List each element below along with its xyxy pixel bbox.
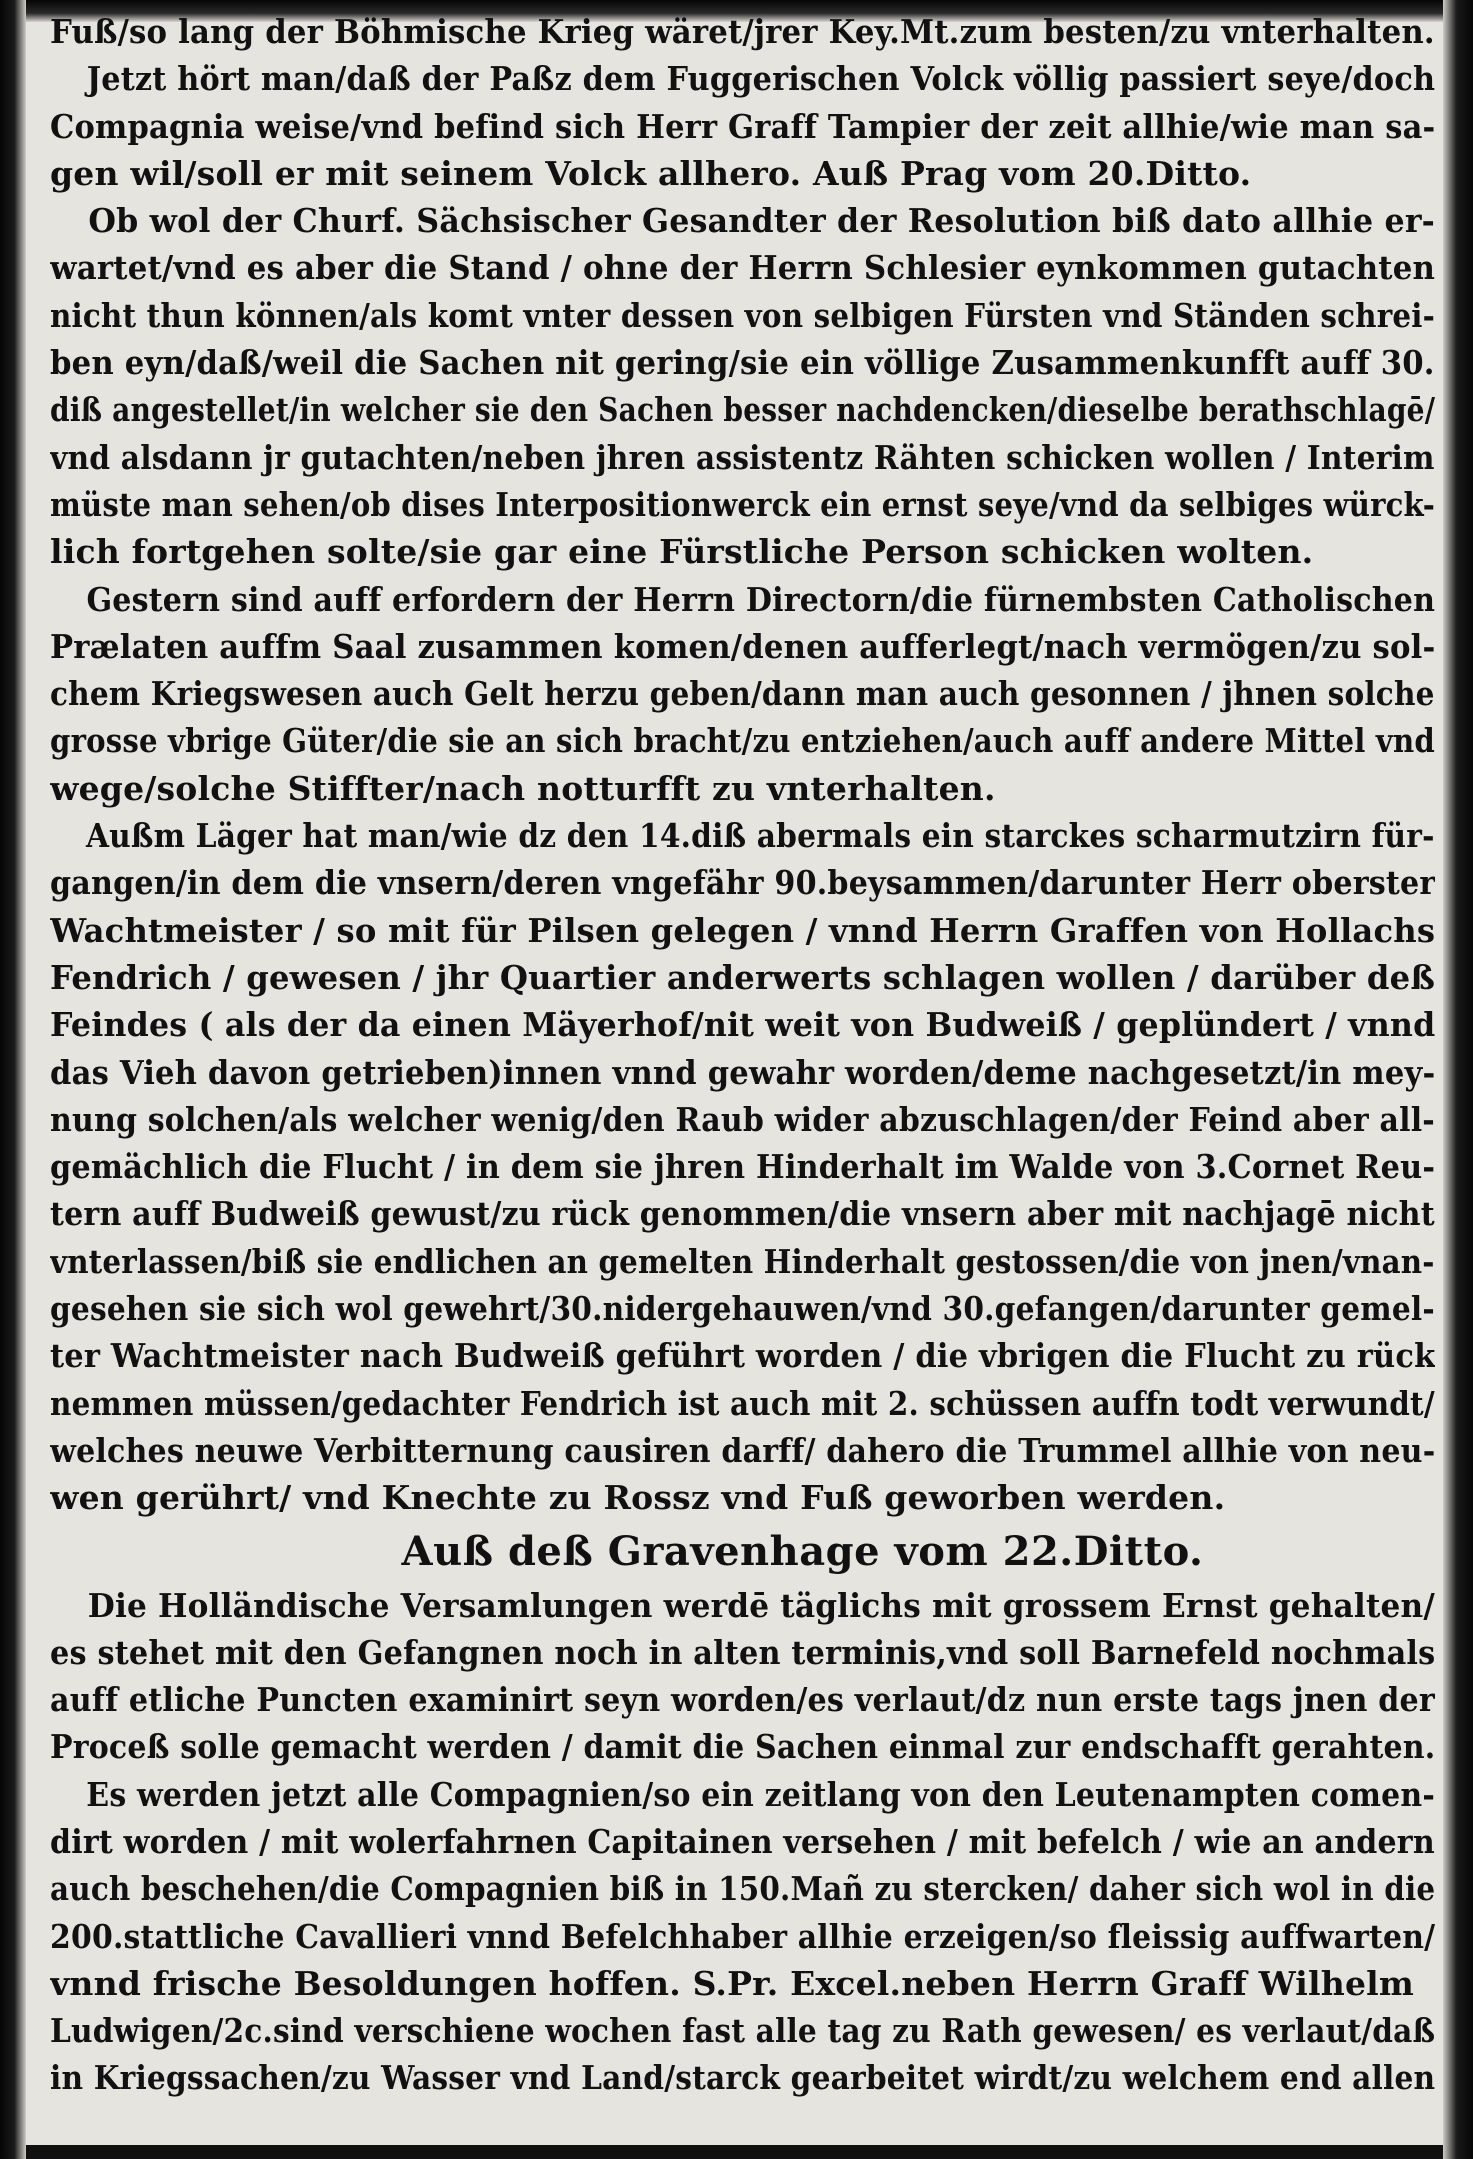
film-edge-left (0, 0, 26, 2159)
text-line: gangen/in dem die vnsern/deren vngefähr 90.beysammen/darunter Herr oberster (50, 863, 1436, 903)
text-line: müste man sehen/ob dises Interpositionwerck ein ernst seye/vnd da selbiges würck- (50, 484, 1435, 524)
text-line: Fendrich / gewesen / jhr Quartier anderwerts schlagen wollen / darüber deß (50, 957, 1435, 997)
text-line: diß angestellet/in welcher sie den Sachen besser nachdencken/dieselbe berathschlagē/ (50, 390, 1436, 430)
text-line: Compagnia weise/vnd befind sich Herr Graff Tampier der zeit allhie/wie man sa- (50, 106, 1436, 146)
text-line: Ludwigen/2c.sind verschiene wochen fast alle tag zu Rath gewesen/ es verlaut/daß (50, 2011, 1436, 2051)
text-line: gen wil/soll er mit seinem Volck allhero. Auß Prag vom 20.Ditto. (50, 153, 1252, 193)
text-line: Feindes ( als der da einen Mäyerhof/nit weit von Budweiß / geplündert / vnnd (50, 1005, 1436, 1045)
text-line: nicht thun können/als komt vnter dessen von selbigen Fürsten vnd Ständen schrei- (50, 295, 1435, 335)
text-line: Außm Läger hat man/wie dz den 14.diß abermals ein starckes scharmutzirn für- (85, 816, 1435, 856)
text-line: vnterlassen/biß sie endlichen an gemelten Hinderhalt gestossen/die von jnen/vnan- (50, 1241, 1435, 1281)
text-line: nemmen müssen/gedachter Fendrich ist auch mit 2. schüssen auffn todt verwundt/ (50, 1383, 1435, 1423)
text-line: nung solchen/als welcher wenig/den Raub wider abzuschlagen/der Feind aber all- (50, 1099, 1435, 1139)
text-line: grosse vbrige Güter/die sie an sich bracht/zu entziehen/auch auff andere Mittel vnd (50, 721, 1435, 761)
text-line: vnnd frische Besoldungen hoffen. S.Pr. Excel.neben Herrn Graff Wilhelm (50, 1963, 1415, 2003)
text-line: wen gerührt/ vnd Knechte zu Rossz vnd Fuß geworben werden. (50, 1478, 1226, 1518)
text-line: ben eyn/daß/weil die Sachen nit gering/sie ein völlige Zusammenkunfft auff 30. (50, 343, 1435, 383)
text-line: auff etliche Puncten examinirt seyn worden/es verlaut/dz nun erste tags jnen der (50, 1680, 1435, 1720)
text-line: ter Wachtmeister nach Budweiß geführt worden / die vbrigen die Flucht zu rück (50, 1336, 1435, 1376)
text-line: gemächlich die Flucht / in dem sie jhren Hinderhalt im Walde von 3.Cornet Reu- (50, 1147, 1436, 1187)
document-text (50, 8, 1435, 2102)
text-line: es stehet mit den Gefangnen noch in alten terminis,vnd soll Barnefeld nochmals (50, 1632, 1435, 1672)
text-line: Wachtmeister / so mit für Pilsen gelegen / vnnd Herrn Graffen von Hollachs (50, 910, 1435, 950)
text-line: tern auff Budweiß gewust/zu rück genommen/die vnsern aber mit nachjagē nicht (50, 1194, 1435, 1234)
text-line: Prælaten auffm Saal zusammen komen/denen aufferlegt/nach vermögen/zu sol- (50, 626, 1436, 666)
text-line: lich fortgehen solte/sie gar eine Fürstliche Person schicken wolten. (50, 532, 1314, 572)
text-line: Jetzt hört man/daß der Paßz dem Fuggerischen Volck völlig passiert seye/doch (86, 59, 1436, 99)
text-line: auch beschehen/die Compagnien biß in 150.Mañ zu stercken/ daher sich wol in die (50, 1869, 1435, 1909)
text-line: in Kriegssachen/zu Wasser vnd Land/starck gearbeitet wirdt/zu welchem end allen (50, 2058, 1436, 2098)
film-edge-right (1443, 0, 1473, 2159)
text-line: welches neuwe Verbitternung causiren darff/ dahero die Trummel allhie von neu- (50, 1430, 1436, 1470)
text-line: Ob wol der Churf. Sächsischer Gesandter der Resolution biß dato allhie er- (88, 201, 1436, 241)
text-line: dirt worden / mit wolerfahrnen Capitainen versehen / mit befelch / wie an andern (50, 1821, 1435, 1861)
text-line: Fuß/so lang der Böhmische Krieg wäret/jrer Key.Mt.zum besten/zu vnterhalten. (50, 12, 1435, 51)
text-line: das Vieh davon getrieben)innen vnnd gewahr worden/deme nachgesetzt/in mey- (50, 1052, 1435, 1092)
text-line: wege/solche Stiffter/nach notturfft zu vnterhalten. (50, 768, 996, 808)
text-line: 200.stattliche Cavallieri vnnd Befelchhaber allhie erzeigen/so fleissig auffwarten/ (50, 1916, 1435, 1956)
text-line: Die Holländische Versamlungen werdē täglichs mit grossem Ernst gehalten/ (87, 1585, 1435, 1625)
text-line: chem Kriegswesen auch Gelt herzu geben/dann man auch gesonnen / jhnen solche (50, 674, 1435, 714)
section-heading: Auß deß Gravenhage vom 22.Ditto. (401, 1527, 1204, 1575)
text-line: Es werden jetzt alle Compagnien/so ein zeitlang von den Leutenampten comen- (86, 1774, 1435, 1814)
text-line: Gestern sind auff erfordern der Herrn Directorn/die fürnembsten Catholischen (86, 579, 1436, 619)
text-line: gesehen sie sich wol gewehrt/30.nidergehauwen/vnd 30.gefangen/darunter gemel- (50, 1289, 1435, 1329)
text-line: vnd alsdann jr gutachten/neben jhren assistentz Rähten schicken wollen / Interim (50, 437, 1435, 477)
text-line: Proceß solle gemacht werden / damit die Sachen einmal zur endschafft gerahten. (50, 1727, 1436, 1767)
text-line: wartet/vnd es aber die Stand / ohne der Herrn Schlesier eynkommen gutachten (50, 248, 1435, 288)
